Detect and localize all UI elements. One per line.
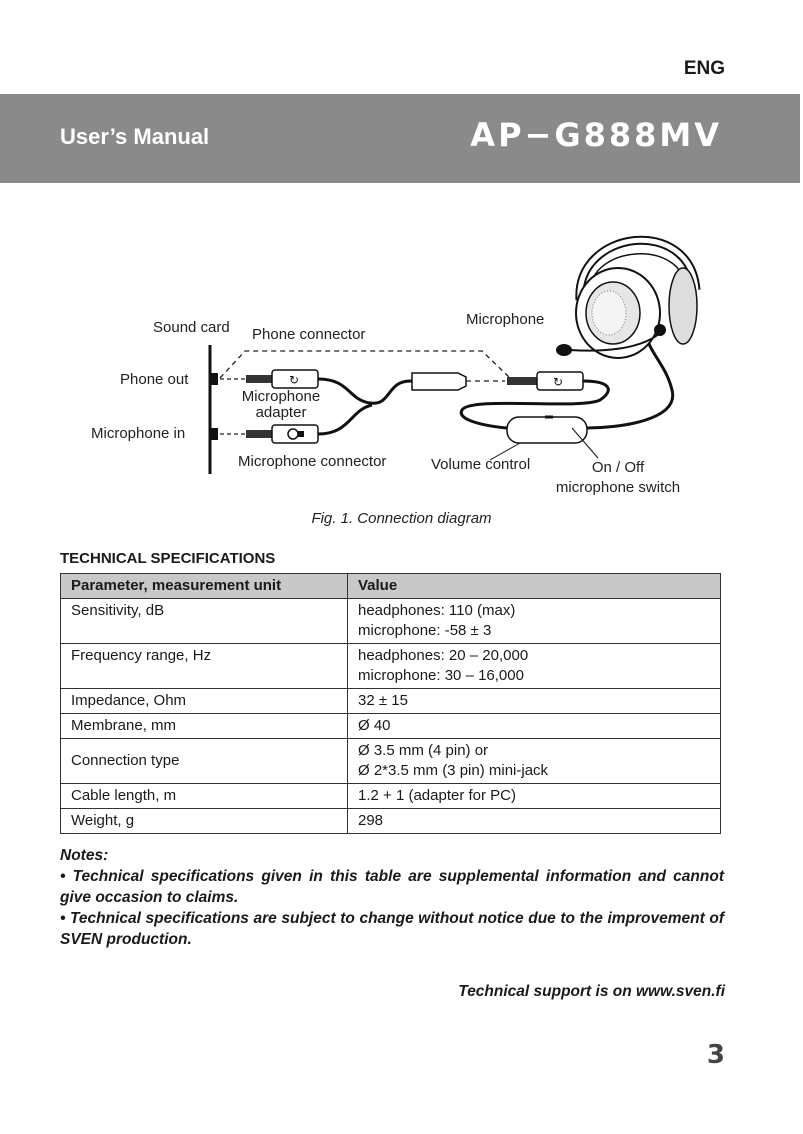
support-text: Technical support is on www.sven.fi	[458, 983, 725, 1000]
specs-heading: TECHNICAL SPECIFICATIONS	[60, 550, 276, 567]
value-cell: headphones: 20 – 20,000 microphone: 30 – 16,000	[348, 644, 721, 689]
headset-illustration	[556, 240, 697, 358]
microphone-connector-label: Microphone connector	[238, 453, 387, 470]
note-item: • Technical specifications given in this table are supplemental information and cannot give occasion to claims.	[60, 868, 724, 906]
figure-caption: Fig. 1. Connection diagram	[311, 510, 492, 527]
svg-text:↻: ↻	[553, 375, 564, 389]
headset-plug	[507, 372, 583, 390]
value-cell: 1.2 + 1 (adapter for PC)	[348, 784, 721, 809]
value-cell: 298	[348, 809, 721, 834]
value-cell: Ø 40	[348, 714, 721, 739]
mic-switch-label: On / Off microphone switch	[555, 459, 681, 496]
table-row	[61, 599, 721, 644]
param-cell: Frequency range, Hz	[61, 644, 348, 689]
value-cell: 32 ± 15	[348, 689, 721, 714]
table-header-row	[61, 574, 721, 599]
header-banner	[0, 94, 800, 183]
phone-connector-label: Phone connector	[252, 326, 366, 343]
notes-section	[60, 845, 724, 950]
column-header: Value	[348, 574, 721, 599]
connection-diagram	[0, 200, 803, 500]
phone-plug	[246, 370, 318, 388]
column-header: Parameter, measurement unit	[61, 574, 348, 599]
volume-control-box	[507, 417, 587, 443]
value-cell: headphones: 110 (max) microphone: -58 ± 3	[348, 599, 721, 644]
table-row	[61, 644, 721, 689]
table-row	[61, 714, 721, 739]
value-cell: Ø 3.5 mm (4 pin) or Ø 2*3.5 mm (3 pin) mini-jack	[348, 739, 721, 784]
param-cell: Weight, g	[61, 809, 348, 834]
phone-out-label: Phone out	[120, 371, 189, 388]
param-cell: Connection type	[61, 739, 348, 784]
param-cell: Impedance, Ohm	[61, 689, 348, 714]
manual-title: User’s Manual	[60, 124, 210, 149]
volume-control-label: Volume control	[431, 456, 531, 473]
param-cell: Membrane, mm	[61, 714, 348, 739]
model-name: AP−G888MV	[470, 116, 722, 154]
table-row	[61, 784, 721, 809]
adapter-body	[412, 373, 466, 390]
microphone-label: Microphone	[466, 311, 545, 328]
specs-table	[60, 573, 721, 834]
microphone-adapter-label: Microphone adapter	[241, 388, 321, 421]
notes-title: Notes:	[60, 847, 109, 864]
adapter-cable	[318, 379, 412, 403]
table-row	[61, 739, 721, 784]
param-cell: Sensitivity, dB	[61, 599, 348, 644]
note-item: • Technical specifications are subject to change without notice due to the improvement of SVEN production.	[60, 910, 724, 948]
sound-card-label: Sound card	[153, 319, 230, 336]
microphone-in-label: Microphone in	[91, 425, 186, 442]
phone-out-port	[210, 373, 218, 385]
phone-connector-dash	[220, 351, 510, 378]
table-row	[61, 809, 721, 834]
language-label: ENG	[683, 58, 725, 79]
microphone-in-port	[210, 428, 218, 440]
table-row	[61, 689, 721, 714]
param-cell: Cable length, m	[61, 784, 348, 809]
svg-text:↻: ↻	[289, 373, 300, 387]
microphone-plug	[246, 425, 318, 443]
page-number: 3	[706, 1040, 725, 1070]
